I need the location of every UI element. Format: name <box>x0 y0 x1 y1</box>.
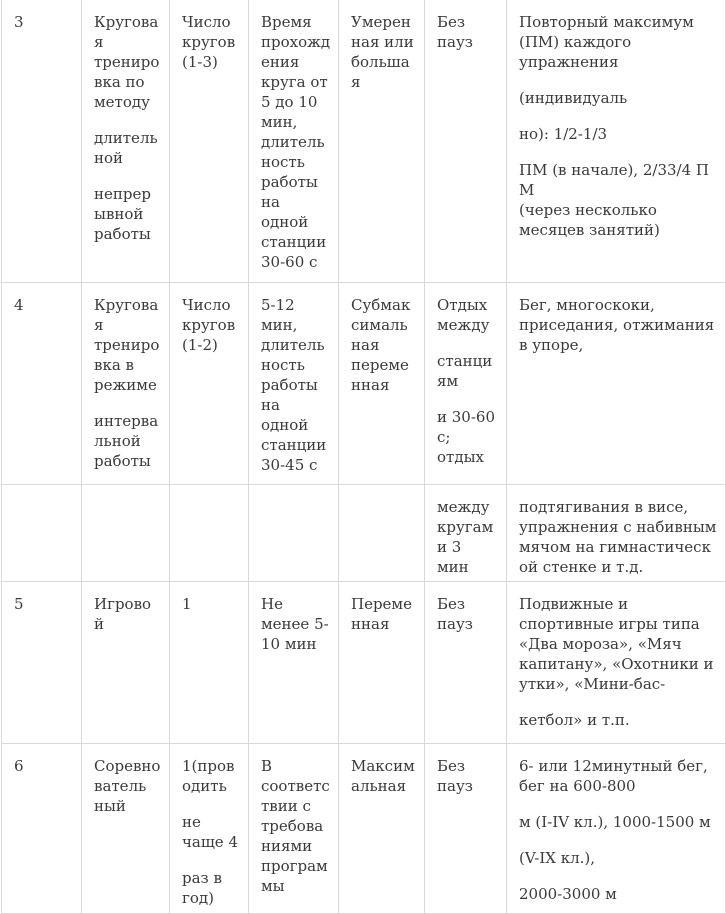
volume-text: 1(пров одить <box>182 757 235 795</box>
rest-cell <box>425 485 507 582</box>
row-number: 5 <box>14 595 24 613</box>
method-cell <box>82 744 170 914</box>
intensity-text: Субмак сималь ная переме нная <box>351 296 411 394</box>
duration-text: Не менее 5- 10 мин <box>261 595 329 653</box>
methods-table <box>1 0 726 914</box>
number-cell <box>2 485 82 582</box>
duration-text: В соответс твии с требова ниями програм мы <box>261 757 330 895</box>
method-text: Игрово й <box>94 595 152 633</box>
volume-text: раз в год) <box>182 869 222 907</box>
rest-cell <box>425 744 507 914</box>
intensity-cell <box>339 283 425 485</box>
volume-cell <box>170 485 249 582</box>
content-text: Подвижные и спортивные игры типа «Два мороза», «Мяч капитану», «Охотники и утки», «Мини-бас- <box>519 595 714 693</box>
volume-cell <box>170 283 249 485</box>
method-cell <box>82 485 170 582</box>
content-text: 6- или 12минутный бег, бег на 600-800 <box>519 757 708 795</box>
intensity-text: Переме нная <box>351 595 412 633</box>
rest-text: Без пауз <box>437 757 473 795</box>
volume-cell <box>170 582 249 744</box>
number-cell <box>2 582 82 744</box>
intensity-text: Максим альная <box>351 757 415 795</box>
volume-text: 1 <box>182 595 192 613</box>
table-body <box>2 0 726 914</box>
content-text: м (I-IV кл.), 1000-1500 м <box>519 813 711 831</box>
table-row <box>2 485 726 582</box>
content-text: кетбол» и т.п. <box>519 711 630 729</box>
intensity-cell <box>339 582 425 744</box>
method-text: Кругова я трениро вка в режиме <box>94 296 160 394</box>
row-number: 6 <box>14 757 24 775</box>
content-text: (V-IX кл.), <box>519 849 596 867</box>
volume-cell <box>170 744 249 914</box>
content-cell <box>507 744 726 914</box>
rest-cell <box>425 0 507 283</box>
method-cell <box>82 283 170 485</box>
number-cell <box>2 0 82 283</box>
volume-text: Число кругов (1-3) <box>182 13 236 71</box>
duration-cell <box>249 485 339 582</box>
intensity-cell <box>339 0 425 283</box>
duration-text: Время прохожд ения круга от 5 до 10 мин, длитель ность работы на одной станции 30-60 с <box>261 13 331 271</box>
volume-text: не чаще 4 <box>182 813 238 851</box>
table-row <box>2 0 726 283</box>
table-row <box>2 283 726 485</box>
duration-cell <box>249 744 339 914</box>
content-cell <box>507 485 726 582</box>
content-text: подтягивания в висе, упражнения с набивным мячом на гимнастическ ой стенке и т.д. <box>519 498 717 576</box>
method-text: Соревно ватель ный <box>94 757 161 815</box>
row-number: 3 <box>14 13 24 31</box>
content-text: (индивидуаль <box>519 89 628 107</box>
duration-cell <box>249 283 339 485</box>
number-cell <box>2 283 82 485</box>
method-cell <box>82 0 170 283</box>
content-text: 2000-3000 м <box>519 885 617 903</box>
rest-text: между кругам и 3 мин <box>437 498 494 576</box>
rest-text: Отдых между <box>437 296 490 334</box>
content-cell <box>507 0 726 283</box>
number-cell <box>2 744 82 914</box>
table-row <box>2 582 726 744</box>
duration-cell <box>249 582 339 744</box>
rest-text: Без пауз <box>437 595 473 633</box>
rest-text: и 30-60 с; отдых <box>437 408 496 466</box>
volume-text: Число кругов (1-2) <box>182 296 236 354</box>
content-cell <box>507 283 726 485</box>
content-text: ПМ (в начале), 2/33/4 ПМ (через несколько месяцев занятий) <box>519 161 709 239</box>
intensity-cell <box>339 744 425 914</box>
intensity-cell <box>339 485 425 582</box>
rest-cell <box>425 283 507 485</box>
rest-cell <box>425 582 507 744</box>
method-text: Кругова я трениро вка по методу <box>94 13 160 111</box>
content-cell <box>507 582 726 744</box>
content-text: Повторный максимум (ПМ) каждого упражнения <box>519 13 694 71</box>
method-text: длитель ной <box>94 129 158 167</box>
table-row <box>2 744 726 914</box>
volume-cell <box>170 0 249 283</box>
content-text: но): 1/2-1/3 <box>519 125 608 143</box>
rest-text: Без пауз <box>437 13 473 51</box>
rest-text: станци ям <box>437 352 493 390</box>
method-cell <box>82 582 170 744</box>
method-text: интерва льной работы <box>94 412 159 470</box>
method-text: непрер ывной работы <box>94 185 151 243</box>
row-number: 4 <box>14 296 24 314</box>
duration-text: 5-12 мин, длитель ность работы на одной станции 30-45 с <box>261 296 327 474</box>
intensity-text: Умерен ная или больша я <box>351 13 414 91</box>
duration-cell <box>249 0 339 283</box>
content-text: Бег, многоскоки, приседания, отжимания в упоре, <box>519 296 715 354</box>
